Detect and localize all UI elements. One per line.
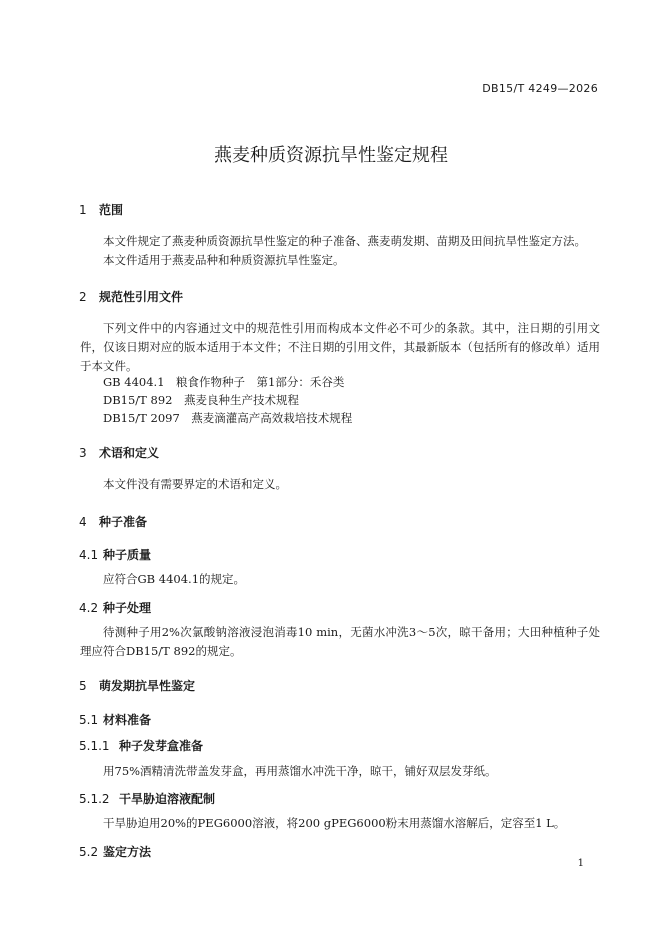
section-number: 4.2 — [79, 601, 99, 615]
section-number: 5 — [79, 679, 87, 693]
section-title: 种子处理 — [103, 601, 152, 615]
section-number: 5.2 — [79, 845, 99, 859]
section-number: 5.1.1 — [79, 739, 110, 753]
section-5-1-heading — [79, 711, 151, 728]
section-4-2-heading — [79, 599, 151, 616]
section-2-paragraph-1: 下列文件中的内容通过文中的规范性引用而构成本文件必不可少的条款。其中，注日期的引用文件，仅该日期对应的版本适用于本文件；不注日期的引用文件，其最新版本（包括所有的修改单）适用于本文件。 — [80, 321, 600, 373]
section-number: 2 — [79, 290, 87, 304]
section-title: 种子准备 — [99, 515, 148, 529]
page-number: 1 — [577, 858, 584, 869]
document-title: 燕麦种质资源抗旱性鉴定规程 — [214, 145, 448, 166]
section-5-1-2-paragraph: 干旱胁迫用20%的PEG6000溶液，将200 gPEG6000粉末用蒸馏水溶解后，定容至1 L。 — [103, 816, 566, 830]
section-3-paragraph-1: 本文件没有需要界定的术语和定义。 — [103, 477, 287, 491]
section-title: 萌发期抗旱性鉴定 — [99, 679, 196, 693]
section-4-1-paragraph: 应符合GB 4404.1的规定。 — [103, 572, 246, 586]
standard-code: DB15/T 4249—2026 — [482, 82, 598, 95]
section-4-1-heading — [79, 546, 151, 563]
section-1-paragraph-1: 本文件规定了燕麦种质资源抗旱性鉴定的种子准备、燕麦萌发期、苗期及田间抗旱性鉴定方法。 — [103, 234, 586, 248]
section-5-2-heading — [79, 843, 151, 860]
section-title: 干旱胁迫溶液配制 — [119, 792, 216, 806]
reference-item: GB 4404.1 粮食作物种子 第1部分：禾谷类 — [103, 375, 345, 389]
section-title: 种子质量 — [103, 548, 152, 562]
section-5-1-2-heading — [79, 790, 215, 807]
section-number: 3 — [79, 446, 87, 460]
section-4-heading — [79, 513, 147, 530]
section-title: 规范性引用文件 — [99, 290, 184, 304]
section-5-1-1-heading — [79, 737, 203, 754]
section-title: 范围 — [99, 203, 124, 217]
section-title: 种子发芽盒准备 — [119, 739, 204, 753]
reference-item: DB15/T 892 燕麦良种生产技术规程 — [103, 393, 299, 407]
section-5-heading — [79, 677, 195, 694]
section-title: 材料准备 — [103, 713, 152, 727]
section-number: 4 — [79, 515, 87, 529]
section-5-1-1-paragraph: 用75%酒精清洗带盖发芽盒，再用蒸馏水冲洗干净，晾干，铺好双层发芽纸。 — [103, 764, 497, 778]
reference-item: DB15/T 2097 燕麦滴灌高产高效栽培技术规程 — [103, 411, 353, 425]
section-title: 鉴定方法 — [103, 845, 152, 859]
section-title: 术语和定义 — [99, 446, 160, 460]
section-number: 4.1 — [79, 548, 99, 562]
section-1-paragraph-2: 本文件适用于燕麦品种和种质资源抗旱性鉴定。 — [103, 253, 345, 267]
section-number: 1 — [79, 203, 87, 217]
section-2-heading — [79, 288, 183, 305]
section-3-heading — [79, 444, 159, 461]
section-number: 5.1.2 — [79, 792, 110, 806]
section-1-heading — [79, 201, 123, 218]
section-number: 5.1 — [79, 713, 99, 727]
section-4-2-paragraph: 待测种子用2%次氯酸钠溶液浸泡消毒10 min，无菌水冲洗3～5次，晾干备用；大田种植种子处理应符合DB15/T 892的规定。 — [80, 625, 600, 658]
